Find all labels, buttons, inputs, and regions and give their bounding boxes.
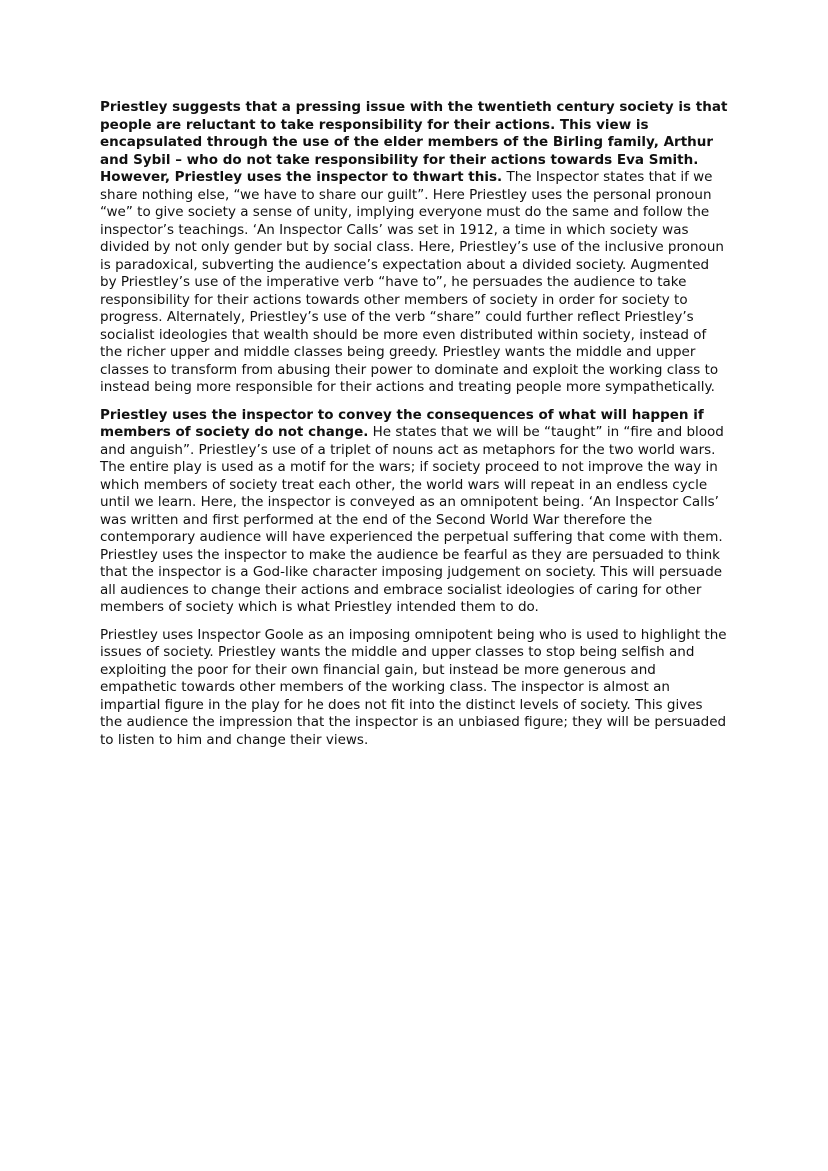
paragraph-text: Priestley uses Inspector Goole as an imposing omnipotent being who is used to highlight the issues of society. Priestley wants the middle and upper classes to stop being selfish and exploiting the poor for their own financial gain, but instead be more generous and empathetic towards other members of the working class. The inspector is almost an impartial figure in the play for he does not fit into the distinct levels of society. This gives the audience the impression that the inspector is an unbiased figure; they will be persuaded to listen to him and change their views. [100,626,727,748]
paragraph-text: He states that we will be “taught” in “fire and blood and anguish”. Priestley’s use of a triplet of nouns act as metaphors for the two world wars. The entire play is used as a motif for the wars; if society proceed to not improve the way in which members of society treat each other, the world wars will repeat in an endless cycle until we learn. Here, the inspector is conveyed as an omnipotent being. ‘An Inspector Calls’ was written and first performed at the end of the Second World War therefore the contemporary audience will have experienced the perpetual suffering that come with them. Priestley uses the inspector to make the audience be fearful as they are persuaded to think that the inspector is a God-like character imposing judgement on society. This will persuade all audiences to change their actions and embrace socialist ideologies of caring for other members of society which is what Priestley intended them to do. [100,424,724,615]
paragraph-lead: Priestley uses the inspector to convey the consequences of what will happen if members of society do not change. [100,406,704,440]
paragraph-conclusion [100,627,728,750]
paragraph-consequences [100,407,728,617]
paragraph-responsibility [100,99,728,397]
paragraph-text: The Inspector states that if we share nothing else, “we have to share our guilt”. Here Priestley uses the personal pronoun “we” to give society a sense of unity, implying everyone must do the same and follow the inspector’s teachings. ‘An Inspector Calls’ was set in 1912, a time in which society was divided by not only gender but by social class. Here, Priestley’s use of the inclusive pronoun is paradoxical, subverting the audience’s expectation about a divided society. Augmented by Priestley’s use of the imperative verb “have to”, he persuades the audience to take responsibility for their actions towards other members of society in order for society to progress. Alternately, Priestley’s use of the verb “share” could further reflect Priestley’s socialist ideologies that wealth should be more even distributed within society, instead of the richer upper and middle classes being greedy. Priestley wants the middle and upper classes to transform from abusing their power to dominate and exploit the working class to instead being more responsible for their actions and treating people more sympathetically. [100,169,724,395]
paragraph-lead: Priestley suggests that a pressing issue with the twentieth century society is that people are reluctant to take responsibility for their actions. This view is encapsulated through the use of the elder members of the Birling family, Arthur and Sybil – who do not take responsibility for their actions towards Eva Smith. However, Priestley uses the inspector to thwart this. [100,99,728,185]
document-body [100,99,728,759]
